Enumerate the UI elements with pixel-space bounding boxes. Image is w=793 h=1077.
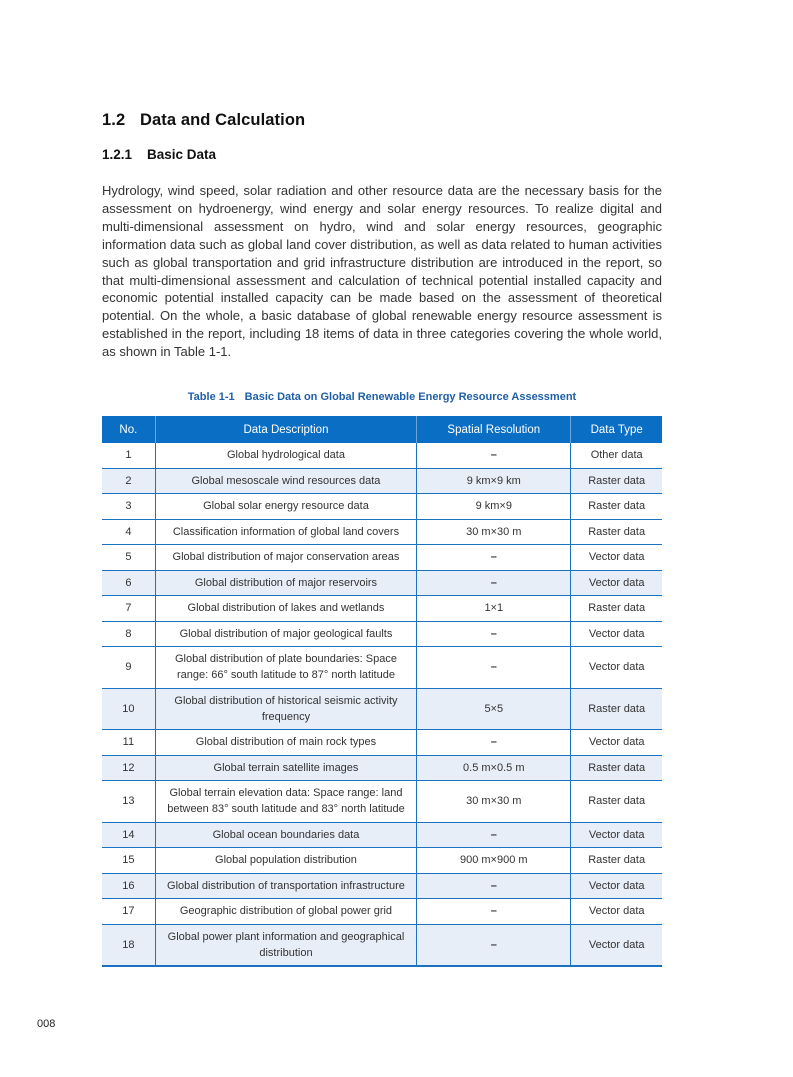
- subsection-number: 1.2.1: [102, 147, 133, 162]
- cell-resolution: –: [417, 621, 571, 647]
- subsection-title: Basic Data: [147, 147, 217, 162]
- body-paragraph: Hydrology, wind speed, solar radiation and other resource data are the necessary basis for the assessment on hydroenergy, wind energy and solar energy resources. To realize digital and multi-dimensional assessment on hydro, wind and solar energy resources, geographic information data such as global land cover distribution, as well as data related to human activities such as global transportation and grid infrastructure distribution are introduced in the report, so that multi-dimensional assessment and calculation of technical potential installed capacity and economic potential installed capacity can be made based on the assessment of theoretical potential. On the whole, a basic database of global renewable energy resource assessment is established in the report, including 18 items of data in three categories covering the whole world, as shown in Table 1-1.: [102, 183, 662, 360]
- cell-resolution: –: [417, 924, 571, 966]
- cell-type: Vector data: [571, 730, 662, 756]
- cell-resolution: –: [417, 570, 571, 596]
- cell-description: Global terrain satellite images: [155, 755, 416, 781]
- cell-description: Global power plant information and geographical distribution: [155, 924, 416, 966]
- table-row: [102, 688, 662, 730]
- table-row: [102, 647, 662, 689]
- cell-description: Global mesoscale wind resources data: [155, 468, 416, 494]
- cell-resolution: –: [417, 443, 571, 468]
- cell-description: Global distribution of major conservation areas: [155, 545, 416, 571]
- cell-description: Global distribution of transportation infrastructure: [155, 873, 416, 899]
- cell-type: Vector data: [571, 647, 662, 689]
- cell-type: Vector data: [571, 822, 662, 848]
- table-caption-label: Table 1-1: [187, 391, 235, 403]
- section-number: 1.2: [102, 111, 126, 129]
- cell-type: Vector data: [571, 924, 662, 966]
- cell-no: 16: [102, 873, 155, 899]
- basic-data-table: [102, 416, 662, 967]
- table-row: [102, 924, 662, 966]
- cell-resolution: –: [417, 822, 571, 848]
- cell-no: 10: [102, 688, 155, 730]
- cell-resolution: 30 m×30 m: [417, 519, 571, 545]
- cell-type: Vector data: [571, 621, 662, 647]
- cell-no: 15: [102, 848, 155, 874]
- page-number: 008: [37, 1018, 56, 1030]
- table-row: [102, 822, 662, 848]
- cell-type: Vector data: [571, 545, 662, 571]
- cell-resolution: 0.5 m×0.5 m: [417, 755, 571, 781]
- cell-description: Global terrain elevation data: Space range: land between 83° south latitude and 83° north latitude: [155, 781, 416, 823]
- cell-type: Other data: [571, 443, 662, 468]
- cell-description: Global ocean boundaries data: [155, 822, 416, 848]
- cell-resolution: –: [417, 899, 571, 925]
- cell-type: Vector data: [571, 873, 662, 899]
- cell-resolution: 5×5: [417, 688, 571, 730]
- table-row: [102, 545, 662, 571]
- cell-no: 5: [102, 545, 155, 571]
- cell-description: Global population distribution: [155, 848, 416, 874]
- cell-resolution: –: [417, 730, 571, 756]
- table-row: [102, 621, 662, 647]
- table-row: [102, 899, 662, 925]
- table-row: [102, 848, 662, 874]
- cell-type: Vector data: [571, 899, 662, 925]
- cell-description: Geographic distribution of global power grid: [155, 899, 416, 925]
- cell-type: Raster data: [571, 755, 662, 781]
- table-header-row: [102, 416, 662, 443]
- header-description: Data Description: [155, 416, 416, 443]
- cell-resolution: 30 m×30 m: [417, 781, 571, 823]
- table-row: [102, 468, 662, 494]
- table-row: [102, 873, 662, 899]
- cell-description: Classification information of global land covers: [155, 519, 416, 545]
- cell-description: Global distribution of major geological faults: [155, 621, 416, 647]
- table-caption-title: Basic Data on Global Renewable Energy Resource Assessment: [244, 391, 577, 403]
- cell-description: Global distribution of historical seismic activity frequency: [155, 688, 416, 730]
- cell-no: 18: [102, 924, 155, 966]
- section-heading: [102, 111, 305, 130]
- cell-type: Vector data: [571, 570, 662, 596]
- cell-resolution: –: [417, 873, 571, 899]
- cell-no: 4: [102, 519, 155, 545]
- table-row: [102, 730, 662, 756]
- table-caption: [102, 391, 662, 403]
- table-row: [102, 443, 662, 468]
- section-title: Data and Calculation: [140, 111, 306, 129]
- header-spatial-resolution: Spatial Resolution: [417, 416, 571, 443]
- cell-type: Raster data: [571, 519, 662, 545]
- cell-resolution: 9 km×9: [417, 494, 571, 520]
- cell-description: Global distribution of major reservoirs: [155, 570, 416, 596]
- cell-no: 1: [102, 443, 155, 468]
- table-row: [102, 519, 662, 545]
- cell-description: Global solar energy resource data: [155, 494, 416, 520]
- cell-no: 11: [102, 730, 155, 756]
- cell-type: Raster data: [571, 848, 662, 874]
- table-row: [102, 781, 662, 823]
- table-row: [102, 755, 662, 781]
- cell-type: Raster data: [571, 688, 662, 730]
- cell-no: 6: [102, 570, 155, 596]
- header-data-type: Data Type: [571, 416, 662, 443]
- cell-description: Global distribution of lakes and wetlands: [155, 596, 416, 622]
- cell-no: 17: [102, 899, 155, 925]
- cell-type: Raster data: [571, 468, 662, 494]
- header-no: No.: [102, 416, 155, 443]
- cell-no: 8: [102, 621, 155, 647]
- cell-description: Global hydrological data: [155, 443, 416, 468]
- cell-no: 7: [102, 596, 155, 622]
- cell-no: 2: [102, 468, 155, 494]
- cell-no: 3: [102, 494, 155, 520]
- cell-no: 12: [102, 755, 155, 781]
- cell-resolution: 1×1: [417, 596, 571, 622]
- table-row: [102, 494, 662, 520]
- cell-description: Global distribution of plate boundaries: Space range: 66° south latitude to 87° north latitude: [155, 647, 416, 689]
- cell-no: 9: [102, 647, 155, 689]
- cell-description: Global distribution of main rock types: [155, 730, 416, 756]
- cell-no: 13: [102, 781, 155, 823]
- cell-resolution: 900 m×900 m: [417, 848, 571, 874]
- cell-type: Raster data: [571, 494, 662, 520]
- subsection-heading: [102, 147, 216, 162]
- cell-resolution: 9 km×9 km: [417, 468, 571, 494]
- cell-type: Raster data: [571, 596, 662, 622]
- cell-resolution: –: [417, 647, 571, 689]
- cell-resolution: –: [417, 545, 571, 571]
- table-row: [102, 596, 662, 622]
- cell-no: 14: [102, 822, 155, 848]
- cell-type: Raster data: [571, 781, 662, 823]
- table-row: [102, 570, 662, 596]
